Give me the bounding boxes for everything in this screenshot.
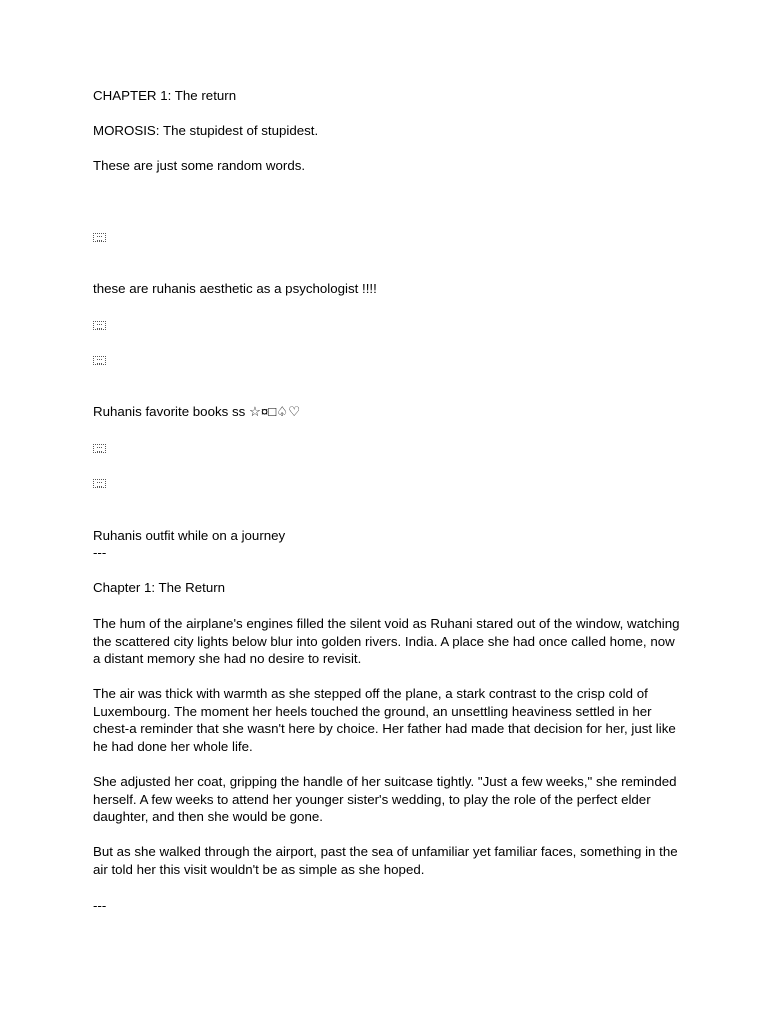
missing-image-icon [93,321,106,330]
chapter-title: Chapter 1: The Return [93,580,226,595]
placeholder-glyph [93,228,106,246]
missing-image-icon [93,444,106,453]
missing-image-icon [93,233,106,242]
paragraph-1: The hum of the airplane's engines filled the silent void as Ruhani stared out of the window, watching the scattered city lights below blur into golden rivers. India. A place she had once called home, now a distant memory she had no desire to revisit. [93,616,680,666]
paragraph-4: But as she walked through the airport, past the sea of unfamiliar yet familiar faces, something in the air told her this visit wouldn't be as simple as she hoped. [93,844,678,877]
random-words-line: These are just some random words. [93,158,306,173]
chapter-heading: CHAPTER 1: The return [93,88,237,103]
placeholder-glyph [93,316,106,334]
placeholder-glyph [93,351,106,369]
missing-image-icon [93,479,106,488]
aesthetic-line: these are ruhanis aesthetic as a psychologist !!!! [93,281,377,296]
missing-image-icon [93,356,106,365]
separator: --- [93,545,107,560]
books-line: Ruhanis favorite books ss ☆¤□♤♡ [93,404,301,419]
morosis-line: MOROSIS: The stupidest of stupidest. [93,123,319,138]
paragraph-2: The air was thick with warmth as she stepped off the plane, a stark contrast to the crisp cold of Luxembourg. The moment her heels touched the ground, an unsettling heaviness settled in her chest-a reminder that she wasn't here by choice. Her father had made that decision for her, just like he had done her whole life. [93,686,676,754]
paragraph-3: She adjusted her coat, gripping the handle of her suitcase tightly. "Just a few weeks," she reminded herself. A few weeks to attend her younger sister's wedding, to play the role of the perfect elder daughter, and then she would be gone. [93,774,677,824]
outfit-line: Ruhanis outfit while on a journey [93,528,286,543]
placeholder-glyph [93,474,106,492]
separator: --- [93,898,107,913]
placeholder-glyph [93,439,106,457]
